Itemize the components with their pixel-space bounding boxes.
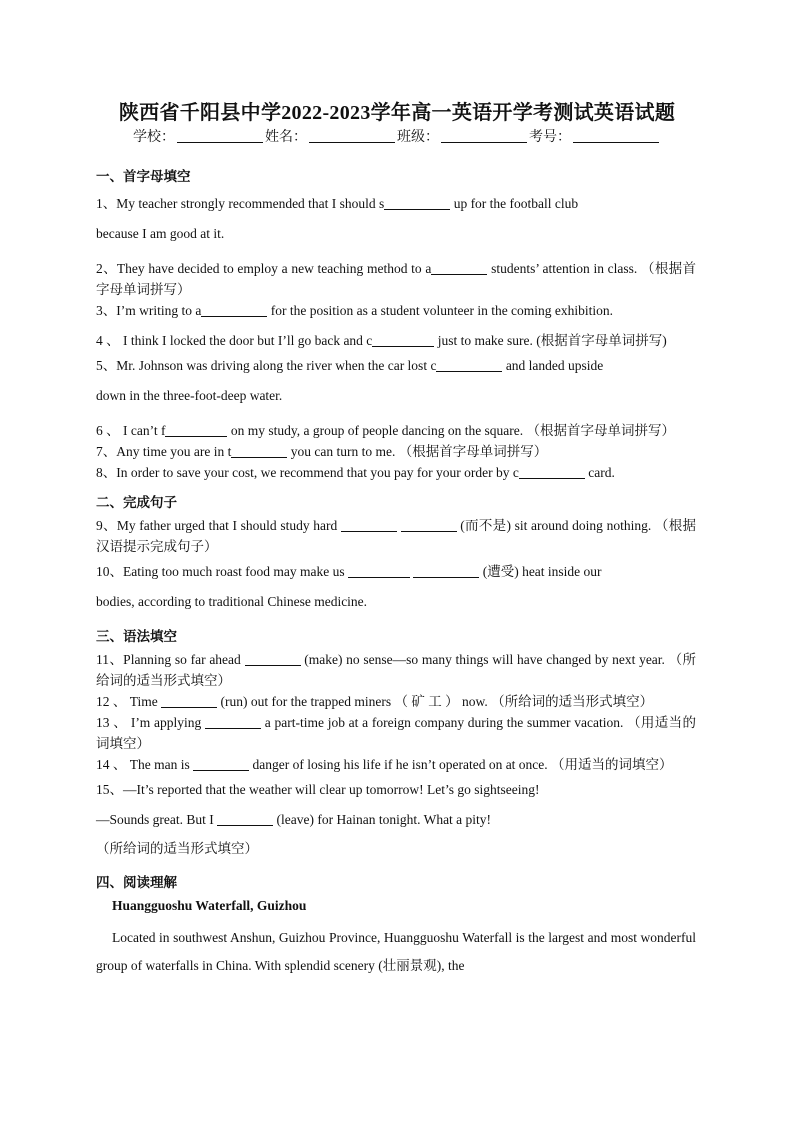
answer-blank-12[interactable] [161, 694, 217, 708]
class-blank[interactable] [441, 128, 527, 143]
question-14: 14 、 The man is danger of losing his life if he isn’t operated on at once. （用适当的词填空） [96, 757, 673, 772]
answer-blank-9b[interactable] [401, 518, 457, 532]
question-9: 9、My father urged that I should study hard (而不是) sit around doing nothing. （根据汉语提示完成句子） [96, 518, 696, 554]
name-blank[interactable] [309, 128, 395, 143]
answer-blank-4[interactable] [372, 333, 434, 347]
page-title: 陕西省千阳县中学2022-2023学年高一英语开学考测试英语试题 [118, 102, 676, 124]
section-heading-4: 四、阅读理解 [96, 875, 177, 890]
reading-paragraph-1: Located in southwest Anshun, Guizhou Province, Huangguoshu Waterfall is the largest and most wonderful group of waterfalls in China. With splendid scenery (壮丽景观), the [96, 930, 696, 973]
answer-blank-2[interactable] [431, 261, 487, 275]
question-15: 15、—It’s reported that the weather will clear up tomorrow! Let’s go sightseeing! [96, 782, 540, 797]
question-5: 5、Mr. Johnson was driving along the river when the car lost c and landed upside [96, 358, 604, 373]
student-info-line [0, 126, 794, 146]
answer-blank-13[interactable] [205, 715, 261, 729]
name-label: 姓名： [265, 130, 307, 145]
answer-blank-5[interactable] [436, 358, 502, 372]
answer-blank-11[interactable] [245, 652, 301, 666]
answer-blank-9a[interactable] [341, 518, 397, 532]
question-4: 4 、 I think I locked the door but I’ll go back and c just to make sure. (根据首字母单词拼写) [96, 333, 667, 348]
question-2: 2、They have decided to employ a new teaching method to a students’ attention in class. （根据首字母单词拼写） [96, 261, 696, 297]
question-12: 12 、 Time (run) out for the trapped miners （ 矿 工 ） now. （所给词的适当形式填空） [96, 694, 654, 709]
school-blank[interactable] [177, 128, 263, 143]
answer-blank-3[interactable] [201, 303, 267, 317]
question-13: 13 、 I’m applying a part-time job at a foreign company during the summer vacation. （用适当的词填空） [96, 715, 696, 751]
question-3: 3、I’m writing to a for the position as a student volunteer in the coming exhibition. [96, 303, 614, 318]
class-label: 班级： [397, 130, 439, 145]
question-1-cont: because I am good at it. [96, 226, 225, 241]
section-heading-1: 一、首字母填空 [96, 169, 191, 184]
section-heading-2: 二、完成句子 [96, 495, 177, 510]
exam-content [96, 166, 696, 980]
question-8: 8、In order to save your cost, we recommend that you pay for your order by c card. [96, 465, 615, 480]
answer-blank-15[interactable] [217, 812, 273, 826]
question-1: 1、My teacher strongly recommended that I should s up for the football club [96, 196, 579, 211]
question-5-cont: down in the three-foot-deep water. [96, 388, 283, 403]
answer-blank-14[interactable] [193, 757, 249, 771]
answer-blank-7[interactable] [231, 444, 287, 458]
question-11: 11、Planning so far ahead (make) no sense—so many things will have changed by next year. （所给词的适当形式填空） [96, 652, 696, 688]
answer-blank-1[interactable] [384, 196, 450, 210]
number-blank[interactable] [573, 128, 659, 143]
question-15-reply: —Sounds great. But I (leave) for Hainan tonight. What a pity! [96, 812, 492, 827]
question-10-cont: bodies, according to traditional Chinese medicine. [96, 594, 368, 609]
number-label: 考号： [529, 130, 571, 145]
section-heading-3: 三、语法填空 [96, 629, 177, 644]
answer-blank-6[interactable] [165, 423, 227, 437]
school-label: 学校： [133, 130, 175, 145]
question-15-hint: （所给词的适当形式填空） [96, 841, 258, 856]
question-6: 6 、 I can’t f on my study, a group of people dancing on the square. （根据首字母单词拼写） [96, 423, 676, 438]
question-7: 7、Any time you are in t you can turn to me. （根据首字母单词拼写） [96, 444, 548, 459]
question-10: 10、Eating too much roast food may make us (遭受) heat inside our [96, 564, 602, 579]
reading-title: Huangguoshu Waterfall, Guizhou [112, 898, 307, 913]
answer-blank-8[interactable] [519, 465, 585, 479]
answer-blank-10a[interactable] [348, 564, 410, 578]
answer-blank-10b[interactable] [413, 564, 479, 578]
